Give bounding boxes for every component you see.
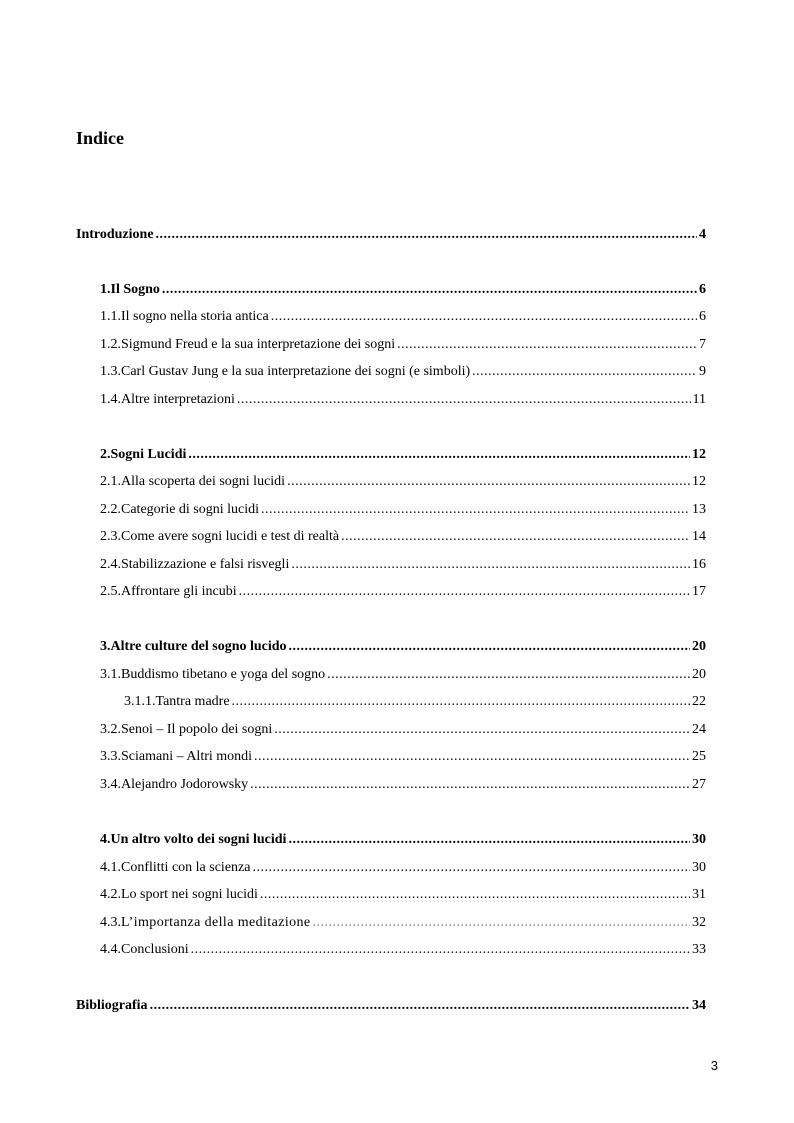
toc-page-number: 25	[692, 749, 706, 764]
toc-leader	[274, 721, 690, 739]
toc-entry-number: 3.2.	[100, 722, 121, 737]
toc-leader	[232, 693, 690, 711]
toc-entry-number: 4.3.	[100, 915, 121, 930]
toc-entry-number: 2.5.	[100, 584, 121, 599]
toc-entry-section-1-2[interactable]	[100, 336, 706, 354]
toc-entry-section-3-2[interactable]	[100, 721, 706, 739]
toc-page-number: 22	[692, 694, 706, 709]
toc-entry-label: Introduzione	[76, 227, 154, 242]
toc-entry-number: 2.3.	[100, 529, 121, 544]
toc-leader	[291, 556, 690, 574]
toc-entry-label: Stabilizzazione e falsi risvegli	[121, 557, 290, 572]
toc-entry-bibliografia[interactable]	[76, 997, 706, 1015]
toc-entry-label: Il sogno nella storia antica	[121, 309, 269, 324]
toc-leader	[271, 308, 697, 326]
toc-leader	[239, 583, 690, 601]
toc-entry-label: Alla scoperta dei sogni lucidi	[121, 474, 286, 489]
toc-page-number: 31	[692, 887, 706, 902]
toc-entry-number: 1.4.	[100, 392, 121, 407]
toc-entry-section-3-3[interactable]	[100, 748, 706, 766]
toc-leader	[254, 748, 690, 766]
toc-entry-label: Bibliografia	[76, 998, 148, 1013]
toc-leader	[191, 941, 690, 959]
toc-page-number: 16	[692, 557, 706, 572]
toc-leader	[250, 776, 690, 794]
toc-entry-label: Affrontare gli incubi	[121, 584, 237, 599]
toc-leader	[260, 886, 690, 904]
toc-entry-label: Sogni Lucidi	[110, 447, 187, 462]
toc-page-number: 20	[692, 667, 706, 682]
toc-entry-label: Lo sport nei sogni lucidi	[121, 887, 258, 902]
toc-entry-number: 3.1.	[100, 667, 121, 682]
toc-page-number: 33	[692, 942, 706, 957]
toc-entry-label: Sigmund Freud e la sua interpretazione dei sogni	[121, 337, 396, 352]
toc-page-number: 32	[692, 915, 706, 930]
toc-leader	[188, 446, 690, 464]
toc-leader	[397, 336, 697, 354]
toc-leader	[289, 638, 690, 656]
toc-entry-section-2-3[interactable]	[100, 528, 706, 546]
toc-entry-label: Buddismo tibetano e yoga del sogno	[121, 667, 326, 682]
toc-entry-label: Conclusioni	[121, 942, 189, 957]
toc-entry-section-4-4[interactable]	[100, 941, 706, 959]
toc-entry-number: 3.4.	[100, 777, 121, 792]
toc-leader	[252, 859, 690, 877]
toc-page-number: 12	[692, 474, 706, 489]
toc-entry-number: 4.4.	[100, 942, 121, 957]
toc-entry-section-3-4[interactable]	[100, 776, 706, 794]
toc-entry-number: 4.2.	[100, 887, 121, 902]
toc-page-number: 4	[699, 227, 706, 242]
toc-entry-section-2-1[interactable]	[100, 473, 706, 491]
toc-leader	[162, 281, 697, 299]
toc-entry-label: Come avere sogni lucidi e test di realtà	[121, 529, 340, 544]
toc-entry-introduzione[interactable]	[76, 226, 706, 244]
toc-page-number: 17	[692, 584, 706, 599]
toc-entry-label: Tantra madre	[155, 694, 230, 709]
toc-page-number: 30	[692, 832, 706, 847]
toc-entry-section-2-2[interactable]	[100, 501, 706, 519]
toc-entry-chapter-2[interactable]	[100, 446, 706, 464]
toc-entry-chapter-4[interactable]	[100, 831, 706, 849]
toc-entry-number: 1.	[100, 282, 111, 297]
toc-entry-label: Un altro volto dei sogni lucidi	[110, 832, 287, 847]
toc-entry-label: Conflitti con la scienza	[121, 860, 251, 875]
toc-entry-section-3-1-1[interactable]	[124, 693, 706, 711]
toc-entry-number: 1.1.	[100, 309, 121, 324]
toc-entry-section-4-3[interactable]	[100, 914, 706, 932]
toc-entry-number: 2.2.	[100, 502, 121, 517]
toc-page-number: 24	[692, 722, 706, 737]
toc-entry-section-2-4[interactable]	[100, 556, 706, 574]
toc-page-number: 7	[699, 337, 706, 352]
toc-entry-label: Senoi – Il popolo dei sogni	[121, 722, 273, 737]
toc-page-number: 20	[692, 639, 706, 654]
toc-leader	[287, 473, 690, 491]
toc-entry-number: 3.1.1.	[124, 694, 156, 709]
toc-leader	[156, 226, 697, 244]
page-number: 3	[710, 1058, 718, 1073]
toc-page-number: 13	[692, 502, 706, 517]
toc-page-number: 14	[692, 529, 706, 544]
toc-entry-section-1-4[interactable]	[100, 391, 706, 409]
toc-page-number: 27	[692, 777, 706, 792]
toc-leader	[472, 363, 697, 381]
toc-page-number: 9	[699, 364, 706, 379]
toc-leader	[150, 997, 690, 1015]
toc-leader	[313, 914, 690, 932]
toc-page-number: 6	[699, 282, 706, 297]
toc-leader	[288, 831, 690, 849]
toc-entry-section-1-1[interactable]	[100, 308, 706, 326]
toc-entry-number: 1.3.	[100, 364, 121, 379]
toc-entry-section-4-1[interactable]	[100, 859, 706, 877]
toc-entry-number: 1.2.	[100, 337, 121, 352]
toc-entry-chapter-1[interactable]	[100, 281, 706, 299]
toc-entry-label: Sciamani – Altri mondi	[121, 749, 253, 764]
toc-entry-number: 3.	[100, 639, 111, 654]
toc-entry-number: 4.1.	[100, 860, 121, 875]
toc-entry-label: Categorie di sogni lucidi	[121, 502, 260, 517]
toc-entry-number: 2.	[100, 447, 111, 462]
toc-leader	[261, 501, 690, 519]
page-title: Indice	[76, 128, 125, 148]
toc-page-number: 12	[692, 447, 706, 462]
toc-entry-number: 2.4.	[100, 557, 121, 572]
toc-entry-section-2-5[interactable]	[100, 583, 706, 601]
toc-leader	[237, 391, 691, 409]
toc-entry-chapter-3[interactable]	[100, 638, 706, 656]
toc-page-number: 11	[692, 392, 706, 407]
toc-leader	[341, 528, 690, 546]
toc-entry-label: Carl Gustav Jung e la sua interpretazione dei sogni (e simboli)	[121, 364, 471, 379]
toc-entry-section-4-2[interactable]	[100, 886, 706, 904]
toc-entry-section-3-1[interactable]	[100, 666, 706, 684]
toc-entry-number: 2.1.	[100, 474, 121, 489]
toc-page-number: 6	[699, 309, 706, 324]
toc-entry-section-1-3[interactable]	[100, 363, 706, 381]
toc-leader	[327, 666, 690, 684]
toc-entry-label: Altre culture del sogno lucido	[110, 639, 287, 654]
toc-entry-label: Il Sogno	[110, 282, 160, 297]
toc-entry-label: Altre interpretazioni	[121, 392, 235, 407]
toc-page-number: 30	[692, 860, 706, 875]
toc-entry-label: Alejandro Jodorowsky	[121, 777, 249, 792]
toc-entry-number: 3.3.	[100, 749, 121, 764]
toc-page-number: 34	[692, 998, 706, 1013]
toc-entry-number: 4.	[100, 832, 111, 847]
toc-entry-label: L’importanza della meditazione	[121, 915, 311, 930]
